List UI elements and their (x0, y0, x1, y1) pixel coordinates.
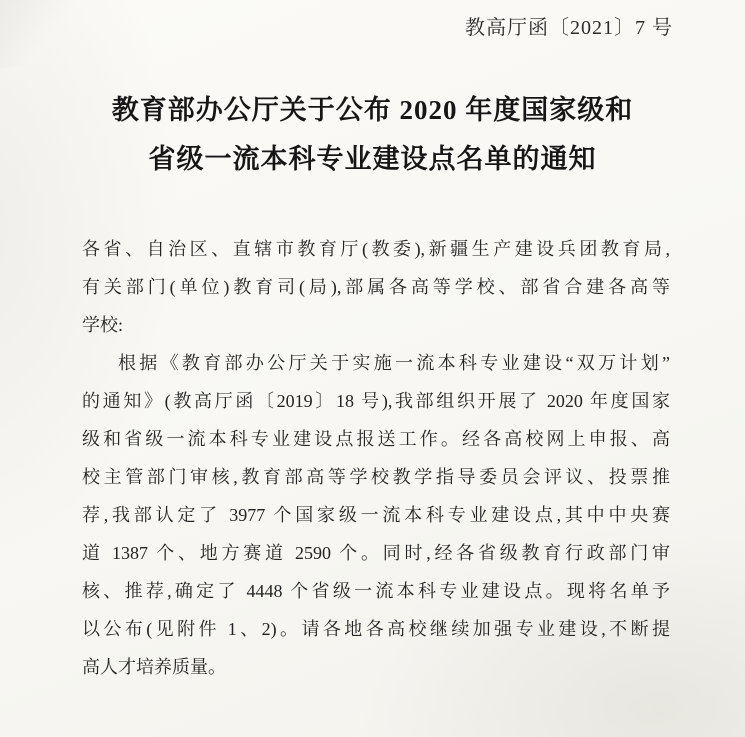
body-line-paragraph-3: 级和省级一流本科专业建设点报送工作。经各高校网上申报、高 (82, 429, 670, 449)
notice-body (82, 230, 670, 686)
body-line-paragraph-6: 道 1387 个、地方赛道 2590 个。同时,经各省级教育行政部门审 (82, 543, 670, 563)
body-line-paragraph-9: 高人才培养质量。 (82, 657, 226, 677)
body-line-paragraph-5: 荐,我部认定了 3977 个国家级一流本科专业建设点,其中中央赛 (82, 505, 670, 525)
body-line-addressees-3: 学校: (82, 315, 124, 335)
notice-title-line-1: 教育部办公厅关于公布 2020 年度国家级和 (111, 95, 634, 125)
notice-title (40, 86, 705, 184)
notice-title-line-2: 省级一流本科专业建设点名单的通知 (148, 144, 597, 174)
body-line-paragraph-8: 以公布(见附件 1、2)。请各地各高校继续加强专业建设,不断提 (82, 619, 670, 639)
body-line-paragraph-7: 核、推荐,确定了 4448 个省级一流本科专业建设点。现将名单予 (82, 581, 670, 601)
body-line-paragraph-2: 的通知》(教高厅函〔2019〕18 号),我部组织开展了 2020 年度国家 (82, 391, 670, 411)
scan-crease-shading (0, 0, 126, 72)
document-number: 教高厅函〔2021〕7 号 (465, 17, 673, 39)
body-line-addressees-1: 各省、自治区、直辖市教育厅(教委),新疆生产建设兵团教育局, (82, 239, 670, 259)
body-line-paragraph-4: 校主管部门审核,教育部高等学校教学指导委员会评议、投票推 (82, 467, 670, 487)
body-line-paragraph-1: 根据《教育部办公厅关于实施一流本科专业建设“双万计划” (118, 353, 670, 373)
body-line-addressees-2: 有关部门(单位)教育司(局),部属各高等学校、部省合建各高等 (82, 277, 670, 297)
